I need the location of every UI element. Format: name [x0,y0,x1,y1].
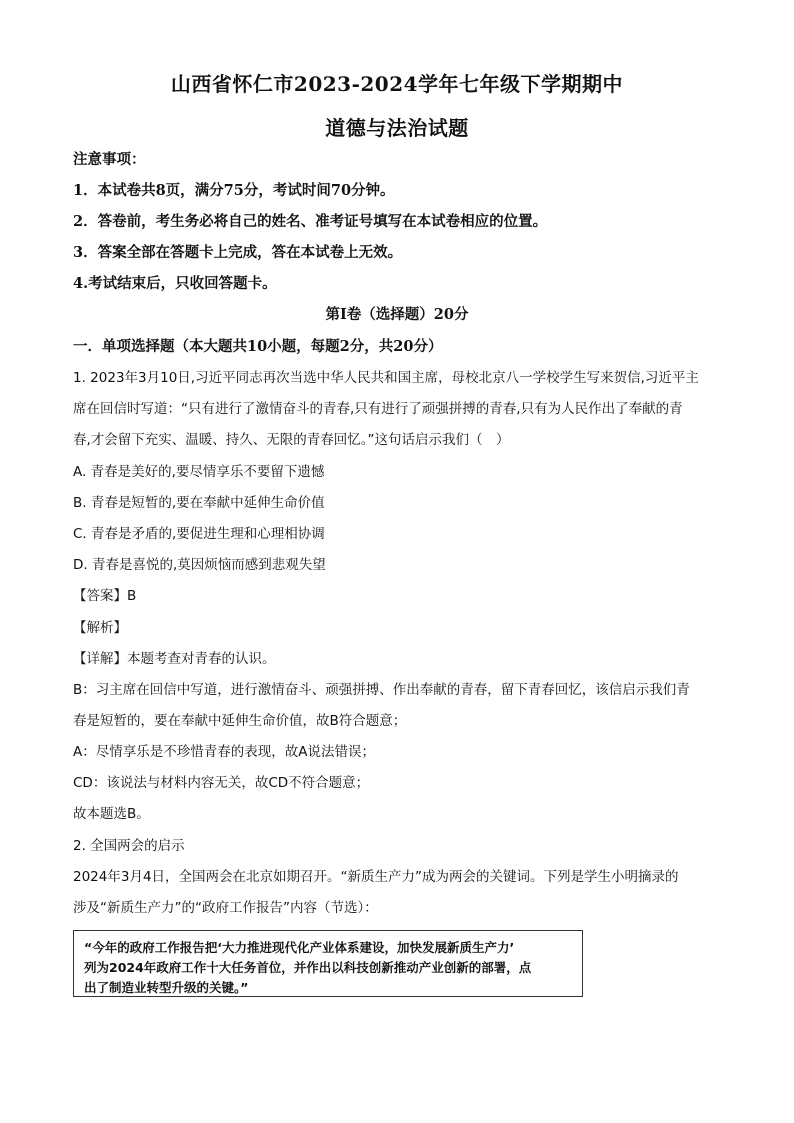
question-2-intro-line: 2024年3月4日，全国两会在北京如期召开。“新质生产力”成为两会的关键词。下列是学生小明摘录的 [73,869,679,885]
answer-label: 【答案】B [73,588,137,604]
explanation-line: 故本题选B。 [73,806,150,822]
explanation-line: 春是短暂的，要在奉献中延伸生命价值，故B符合题意； [73,713,407,729]
question-2-title: 2. 全国两会的启示 [73,838,185,854]
option-a: A. 青春是美好的,要尽情享乐不要留下遗憾 [73,464,325,480]
question-stem-line: 春,才会留下充实、温暖、持久、无限的青春回忆。”这句话启示我们（ ） [73,432,510,448]
quote-line: 出了制造业转型升级的关键。” [84,980,249,995]
quote-line: “今年的政府工作报告把‘大力推进现代化产业体系建设，加快发展新质生产力’ [84,940,515,955]
section-heading: 一．单项选择题（本大题共10小题，每题2分，共20分） [73,338,443,355]
exam-title: 山西省怀仁市2023-2024学年七年级下学期期中 [170,72,624,96]
question-stem-line: 席在回信时写道：“只有进行了激情奋斗的青春,只有进行了顽强拼搏的青春,只有为人民作出了奉献的青 [73,401,683,417]
exam-subject-title: 道德与法治试题 [325,116,469,140]
notice-item: 3．答案全部在答题卡上完成，答在本试卷上无效。 [73,244,403,261]
notice-item: 2．答卷前，考生务必将自己的姓名、准考证号填写在本试卷相应的位置。 [73,213,548,230]
notice-heading: 注意事项： [73,151,146,168]
option-c: C. 青春是矛盾的,要促进生理和心理相协调 [73,526,325,542]
explanation-line: A：尽情享乐是不珍惜青春的表现，故A说法错误； [73,744,375,760]
option-b: B. 青春是短暂的,要在奉献中延伸生命价值 [73,495,325,511]
notice-item: 4.考试结束后，只收回答题卡。 [73,275,277,292]
explanation-line: CD：该说法与材料内容无关，故CD不符合题意； [73,775,370,791]
question-2-intro-line: 涉及“新质生产力”的“政府工作报告”内容（节选）： [73,900,378,916]
notice-item: 1．本试卷共8页，满分75分，考试时间70分钟。 [73,182,395,199]
question-stem-line: 1. 2023年3月10日,习近平同志再次当选中华人民共和国主席，母校北京八一学校学生写来贺信,习近平主 [73,370,699,386]
detail-label: 【详解】本题考查对青春的认识。 [73,651,276,667]
part-title: 第I卷（选择题）20分 [325,306,469,323]
explanation-line: B：习主席在回信中写道，进行激情奋斗、顽强拼搏、作出奉献的青春，留下青春回忆，该信启示我们青 [73,682,690,698]
analysis-label: 【解析】 [73,620,127,636]
quote-line: 列为2024年政府工作十大任务首位，并作出以科技创新推动产业创新的部署，点 [84,960,532,975]
option-d: D. 青春是喜悦的,莫因烦恼而感到悲观失望 [73,557,326,573]
